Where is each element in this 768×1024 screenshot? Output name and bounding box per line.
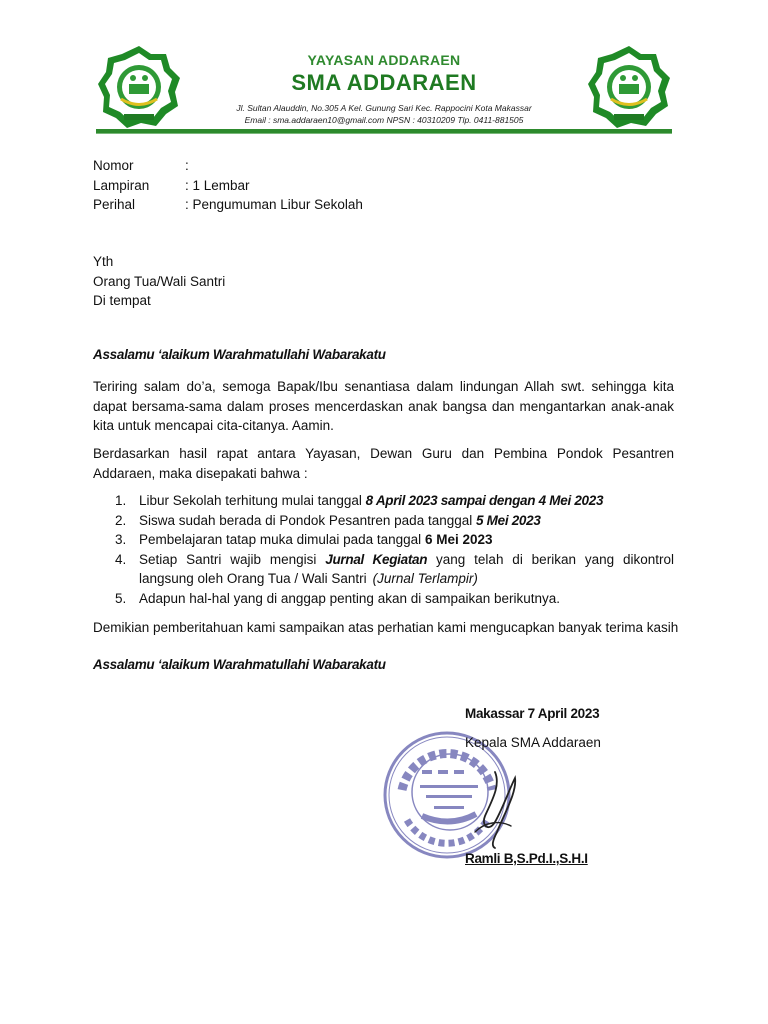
recipient-block <box>93 252 225 311</box>
closing-paragraph: Demikian pemberitahuan kami sampaikan atas perhatian kami mengucapkan banyak terima kasih <box>93 620 679 635</box>
list-item <box>93 589 674 609</box>
item-number: 1. <box>115 493 127 508</box>
school-name: SMA ADDARAEN <box>291 70 477 95</box>
recipient-line: Di tempat <box>93 293 151 308</box>
school-contact: Email : sma.addaraen10@gmail.com NPSN : 40310209 Tlp. 0411-881505 <box>244 115 524 125</box>
school-address: Jl. Sultan Alauddin, No.305 A Kel. Gunung Sari Kec. Rappocini Kota Makassar <box>236 103 532 113</box>
item-emphasis: Jurnal Kegiatan <box>325 551 428 567</box>
list-item <box>93 550 674 589</box>
meta-label: Lampiran <box>93 177 150 193</box>
item-text: Libur Sekolah terhitung mulai tanggal <box>139 493 366 508</box>
recipient-line: Orang Tua/Wali Santri <box>93 273 226 289</box>
item-emphasis: 6 Mei 2023 <box>424 532 493 547</box>
item-number: 2. <box>115 512 127 528</box>
meta-value: : <box>185 158 189 173</box>
closing-greeting: Assalamu ‘alaikum Warahmatullahi Wabarakatu <box>93 657 386 672</box>
item-number: 4. <box>115 551 127 567</box>
recipient-line: Yth <box>93 254 114 269</box>
place-date: Makassar 7 April 2023 <box>465 706 600 721</box>
intro-paragraph: Teriring salam do’a, semoga Bapak/Ibu senantiasa dalam lindungan Allah swt. sehingga kita dapat bersama-sama dalam proses mencerdaskan anak bangsa dan mengantarkan anak-anak kita untuk mencapai cita-citanya. Aamin. <box>93 379 674 433</box>
item-text: Siswa sudah berada di Pondok Pesantren pada tanggal <box>139 512 476 528</box>
item-text-after: yang telah di berikan yang dikontrol langsung oleh Orang Tua / Wali Santri <box>139 551 674 586</box>
handwritten-signature-icon <box>455 762 535 852</box>
item-note: (Jurnal Terlampir) <box>372 571 478 586</box>
signer-name: Ramli B,S.Pd.I.,S.H.I <box>465 851 588 866</box>
school-emblem-icon <box>586 44 672 130</box>
item-text: Adapun hal-hal yang di anggap penting akan di sampaikan berikutnya. <box>139 590 561 606</box>
meta-value: : 1 Lembar <box>185 177 250 193</box>
announcement-list <box>93 491 674 608</box>
item-emphasis: 8 April 2023 sampai dengan 4 Mei 2023 <box>365 493 604 508</box>
meta-label: Perihal <box>93 197 136 212</box>
signer-title: Kepala SMA Addaraen <box>465 735 601 750</box>
opening-greeting: Assalamu ‘alaikum Warahmatullahi Wabarakatu <box>93 347 386 362</box>
item-text: Pembelajaran tatap muka dimulai pada tanggal <box>139 532 425 547</box>
list-item <box>93 491 674 511</box>
meta-label: Nomor <box>93 158 134 173</box>
letterhead-divider <box>96 129 672 134</box>
item-number: 3. <box>115 532 127 547</box>
letterhead <box>96 40 672 132</box>
item-emphasis: 5 Mei 2023 <box>476 512 541 528</box>
meta-value: : Pengumuman Libur Sekolah <box>185 197 363 212</box>
decision-paragraph: Berdasarkan hasil rapat antara Yayasan, Dewan Guru dan Pembina Pondok Pesantren Addaraen, maka disepakati bahwa : <box>93 446 674 481</box>
item-text: Setiap Santri wajib mengisi <box>139 551 326 567</box>
list-item <box>93 530 674 550</box>
list-item <box>93 511 674 531</box>
school-emblem-icon <box>96 44 182 130</box>
item-number: 5. <box>115 590 127 606</box>
letterhead-text <box>196 40 572 126</box>
foundation-name: YAYASAN ADDARAEN <box>307 52 461 68</box>
